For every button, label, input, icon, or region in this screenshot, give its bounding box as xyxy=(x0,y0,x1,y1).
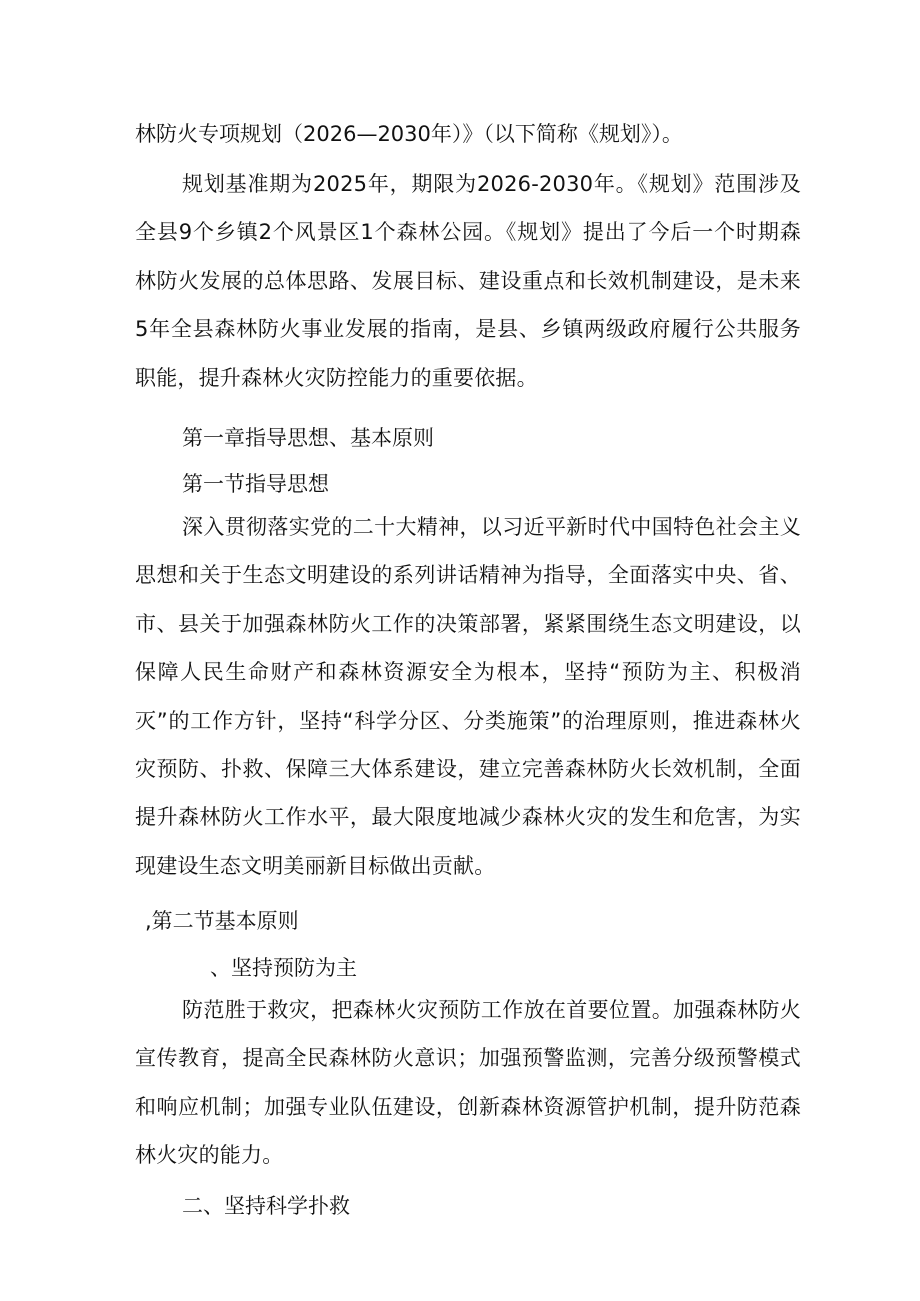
chapter-heading: 第一章指导思想、基本原则 xyxy=(182,426,434,450)
section-heading-basic-principles: ,第二节基本原则 xyxy=(145,909,299,933)
paragraph-guiding-thought: 深入贯彻落实党的二十大精神，以习近平新时代中国特色社会主义思想和关于生态文明建设的系列讲话精神为指导，全面落实中央、省、市、县关于加强森林防火工作的决策部署，紧紧围绕生态文明建设，以保障人民生命财产和森林资源安全为根本，坚持“预防为主、积极消灭”的工作方针，坚持“科学分区、分类施策”的治理原则，推进森林火灾预防、扑救、保障三大体系建设，建立完善森林防火长效机制，全面提升森林防火工作水平，最大限度地减少森林火灾的发生和危害，为实现建设生态文明美丽新目标做出贡献。 xyxy=(135,515,801,878)
principle-heading-scientific-rescue: 二、坚持科学扑救 xyxy=(182,1194,350,1218)
paragraph-prevention: 防范胜于救灾，把森林火灾预防工作放在首要位置。加强森林防火宣传教育，提高全民森林防火意识；加强预警监测，完善分级预警模式和响应机制；加强专业队伍建设，创新森林资源管护机制，提升防范森林火灾的能力。 xyxy=(135,998,801,1168)
principle-heading-prevention: 、坚持预防为主 xyxy=(210,956,357,980)
continuation-line: 林防火专项规划（2026—2030年）》（以下简称《规划》）。 xyxy=(135,122,683,146)
paragraph-plan-scope: 规划基准期为2025年，期限为2026-2030年。《规划》范围涉及全县9个乡镇2个风景区1个森林公园。《规划》提出了今后一个时期森林防火发展的总体思路、发展目标、建设重点和长效机制建设，是未来5年全县森林防火事业发展的指南，是县、乡镇两级政府履行公共服务职能，提升森林火灾防控能力的重要依据。 xyxy=(135,172,801,390)
section-heading-guiding-thought: 第一节指导思想 xyxy=(182,472,329,496)
